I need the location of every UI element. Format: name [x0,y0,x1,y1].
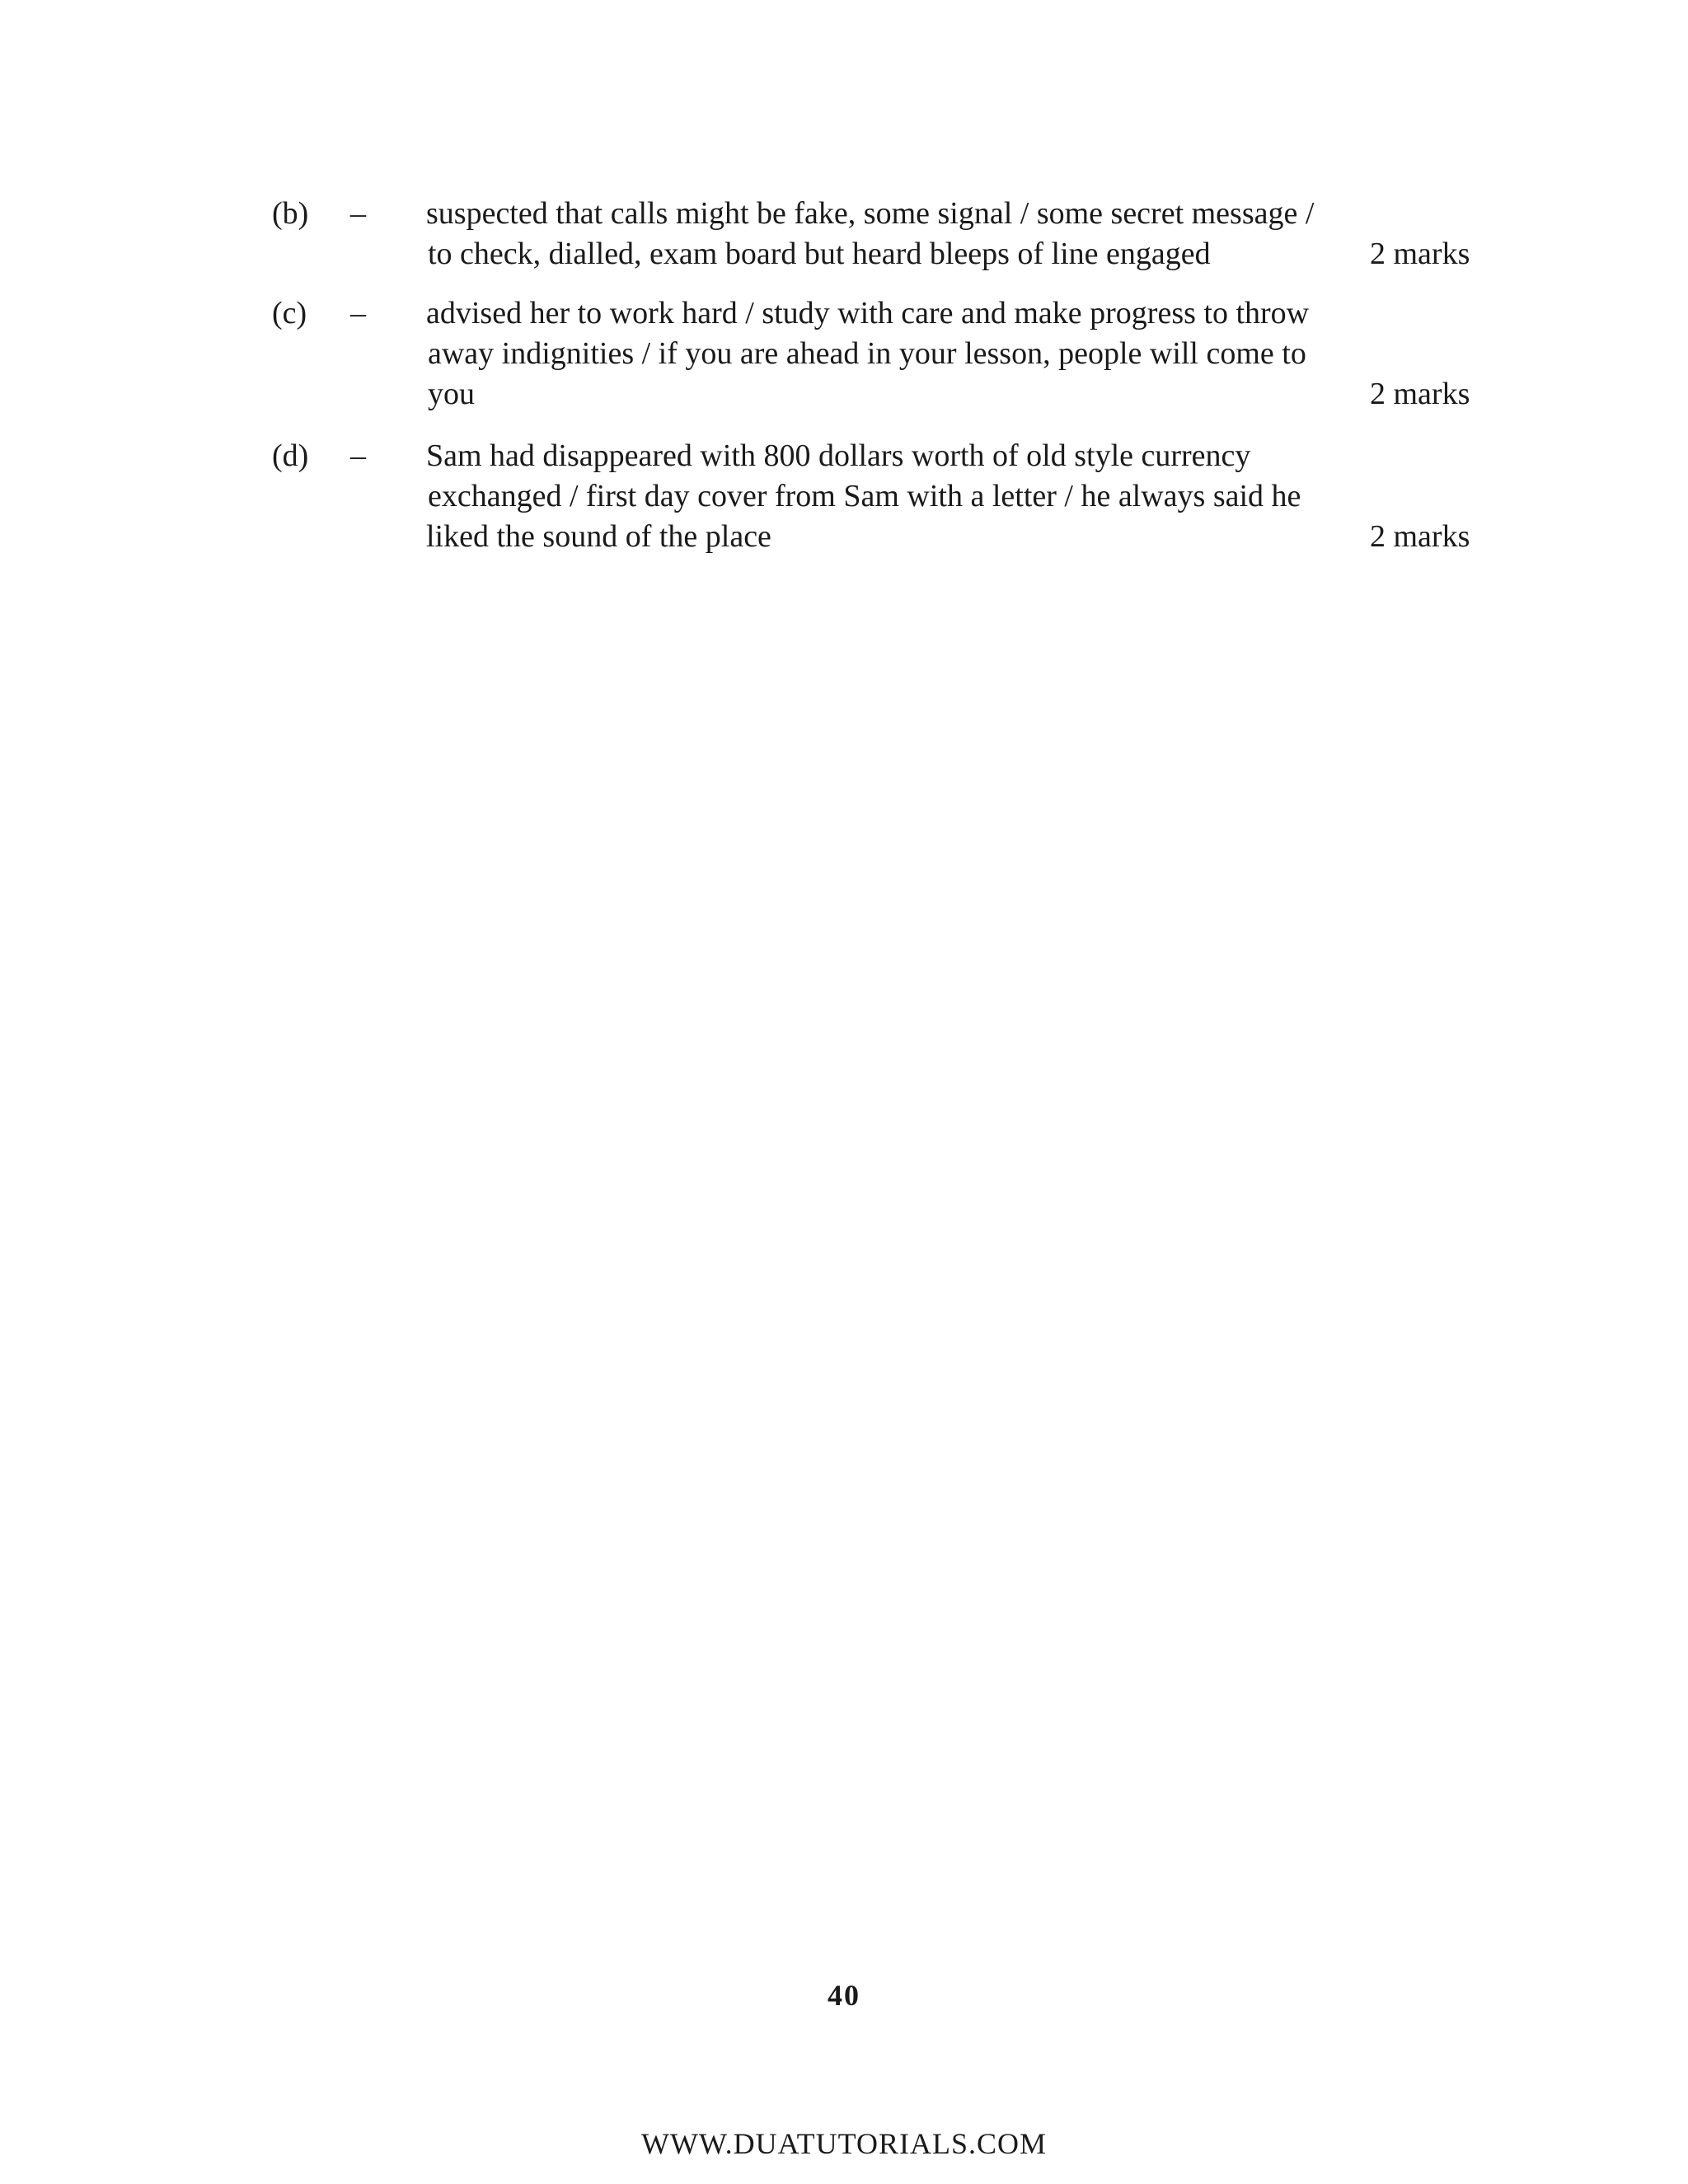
answer-dash: – [350,196,366,231]
page-number: 40 [828,1979,860,2012]
answer-line: suspected that calls might be fake, some signal / some secret message / [426,196,1315,231]
answer-label: (c) [272,296,307,330]
answer-line: away indignities / if you are ahead in your lesson, people will come to [428,336,1306,371]
footer-website: WWW.DUATUTORIALS.COM [641,2127,1047,2160]
answer-line: you [428,377,475,411]
answer-line: to check, dialled, exam board but heard bleeps of line engaged [428,237,1211,271]
answer-line: liked the sound of the place [426,519,771,554]
answer-line: exchanged / first day cover from Sam with a letter / he always said he [428,479,1301,513]
answer-item-d [0,436,1688,560]
marks-label: 2 marks [1370,237,1470,271]
answer-line: Sam had disappeared with 800 dollars worth of old style currency [426,438,1251,473]
answer-item-c [0,293,1688,417]
marks-label: 2 marks [1370,377,1470,411]
answer-label: (b) [272,196,309,231]
marks-label: 2 marks [1370,519,1470,554]
answer-line: advised her to work hard / study with care and make progress to throw [426,296,1310,330]
answer-dash: – [350,296,366,330]
answer-item-b [0,194,1688,276]
answer-label: (d) [272,438,309,473]
answer-dash: – [350,438,366,473]
